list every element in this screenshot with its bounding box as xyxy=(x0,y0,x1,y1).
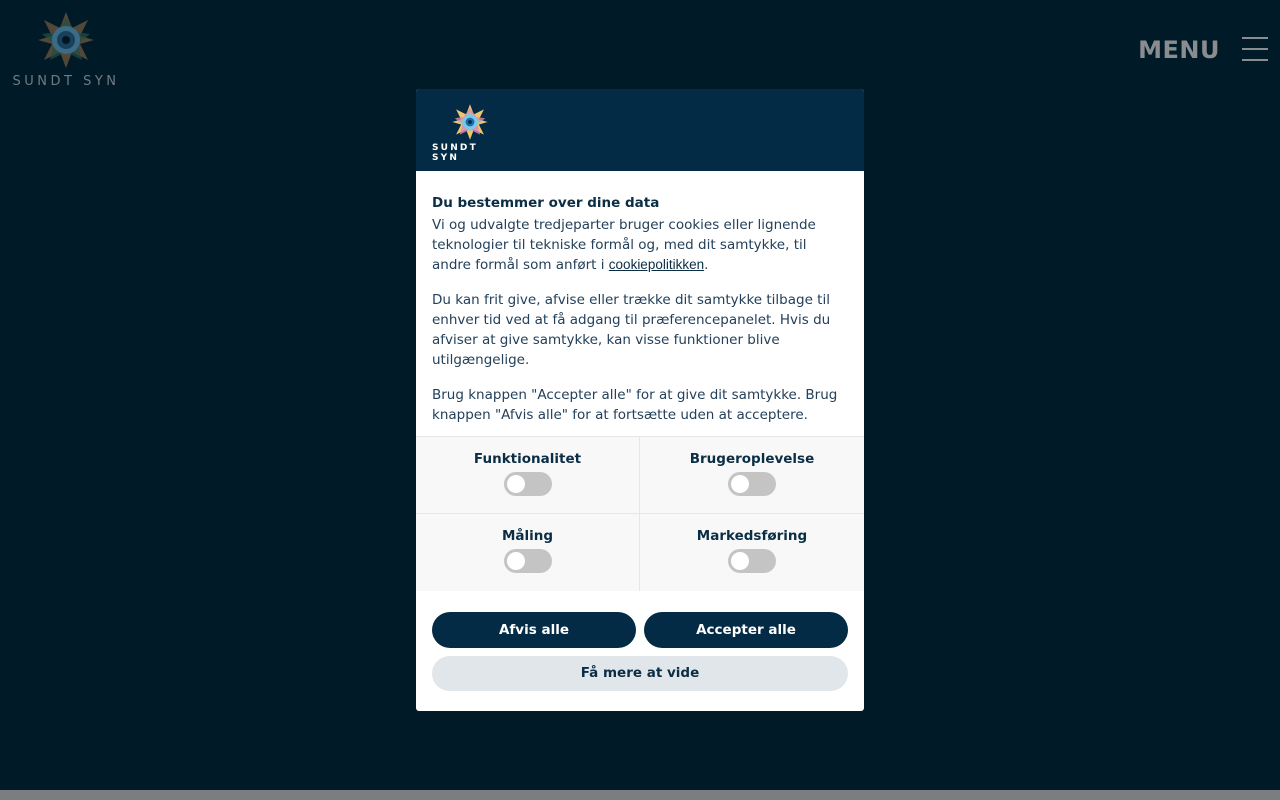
eye-star-logo-icon xyxy=(450,103,490,141)
toggle-user-experience xyxy=(640,437,864,514)
toggle-functionality xyxy=(416,437,640,514)
cookie-policy-link[interactable]: cookiepolitikken xyxy=(608,257,705,272)
paragraph-1-end: . xyxy=(704,257,709,273)
site-header xyxy=(0,0,1280,100)
toggle-label: Markedsføring xyxy=(696,528,808,544)
switch-knob xyxy=(507,475,525,493)
dialog-logo xyxy=(432,103,508,163)
cookie-consent-dialog xyxy=(416,89,864,711)
toggle-label: Brugeroplevelse xyxy=(689,451,815,467)
accept-all-button[interactable]: Accepter alle xyxy=(644,612,848,648)
consent-toggles xyxy=(416,436,864,591)
hamburger-menu-icon[interactable] xyxy=(1242,37,1268,63)
functionality-switch[interactable] xyxy=(504,472,552,496)
site-logo-text: SUNDT SYN xyxy=(12,74,120,89)
toggle-label: Måling xyxy=(501,528,554,544)
reject-all-button[interactable]: Afvis alle xyxy=(432,612,636,648)
dialog-header xyxy=(416,89,864,171)
user-experience-switch[interactable] xyxy=(728,472,776,496)
paragraph-1-text: Vi og udvalgte tredjeparter bruger cookies eller lignende teknologier til tekniske formål og, med dit samtykke, til andre formål som anført i xyxy=(432,217,816,273)
measurement-switch[interactable] xyxy=(504,549,552,573)
menu-label[interactable]: MENU xyxy=(1138,36,1220,64)
dialog-paragraph-3: Brug knappen "Accepter alle" for at give dit samtykke. Brug knappen "Afvis alle" for at fortsætte uden at acceptere. xyxy=(432,387,838,423)
switch-knob xyxy=(731,475,749,493)
toggle-marketing xyxy=(640,514,864,591)
dialog-body xyxy=(416,171,864,425)
switch-knob xyxy=(507,552,525,570)
bottom-bar xyxy=(0,790,1280,800)
dialog-title: Du bestemmer over dine data xyxy=(432,195,660,211)
eye-star-logo-icon xyxy=(36,10,96,70)
switch-knob xyxy=(731,552,749,570)
learn-more-button[interactable]: Få mere at vide xyxy=(432,656,848,691)
toggle-measurement xyxy=(416,514,640,591)
dialog-paragraph-1 xyxy=(432,215,848,275)
button-row xyxy=(432,612,848,648)
marketing-switch[interactable] xyxy=(728,549,776,573)
toggle-label: Funktionalitet xyxy=(473,451,582,467)
site-logo[interactable] xyxy=(10,10,122,90)
dialog-logo-text: SUNDT SYN xyxy=(432,143,478,163)
dialog-paragraph-2: Du kan frit give, afvise eller trække dit samtykke tilbage til enhver tid ved at få adgang til præferencepanelet. Hvis du afviser at give samtykke, kan visse funktioner blive utilgængelige. xyxy=(432,292,831,368)
